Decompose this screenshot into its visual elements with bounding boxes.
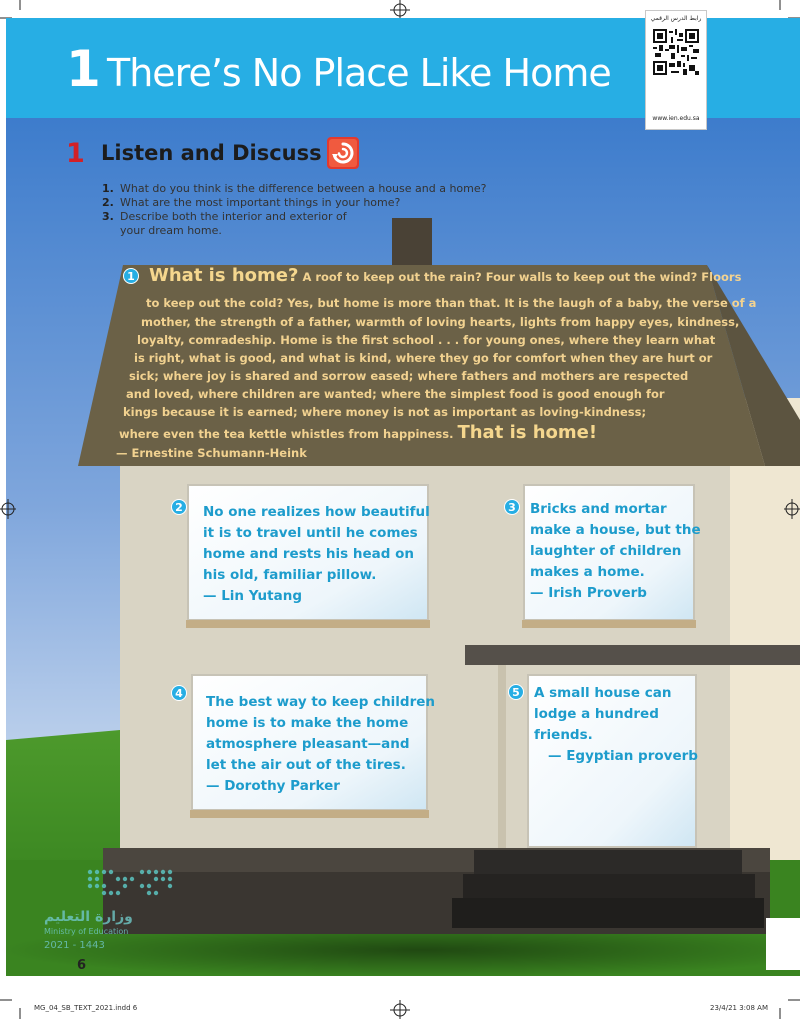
window-quote-4 (206, 692, 435, 797)
roof-quote-first-line (149, 267, 741, 286)
section-title: Listen and Discuss (101, 141, 322, 165)
roof-quote-line: kings because it is earned; where money is not as important as loving-kindness; (123, 405, 647, 419)
quote-author: — Dorothy Parker (206, 778, 340, 794)
page-number: 6 (77, 958, 87, 973)
roof-quote-line: and loved, where children are wanted; where the simplest food is good enough for (126, 387, 665, 401)
qr-code-icon (653, 29, 699, 75)
question-number: 1. (102, 182, 114, 195)
question-2 (102, 196, 486, 210)
roof-quote-line: sick; where joy is shared and sorrow eased; where fathers and mothers are respected (129, 369, 689, 383)
window-quote-2 (203, 502, 430, 607)
quote-author: — Egyptian proverb (548, 748, 698, 764)
window-quote-3 (530, 499, 701, 604)
ministry-english: Ministry of Education (44, 927, 129, 936)
qr-caption-url: www.ien.edu.sa (652, 115, 700, 122)
question-3 (102, 210, 486, 238)
roof-quote-closing: That is home! (457, 422, 598, 443)
quote-line: home is to make the home (206, 715, 409, 731)
porch-steps (452, 850, 764, 928)
quote-line: The best way to keep children (206, 694, 436, 710)
quote-badge-2: 2 (171, 499, 187, 515)
question-1 (102, 182, 486, 196)
question-line: What do you think is the difference between a house and a home? (120, 182, 487, 195)
quote-line: Bricks and mortar (530, 501, 667, 517)
quote-line: makes a home. (530, 564, 645, 580)
footer-date: 23/4/21 3:08 AM (710, 1004, 768, 1012)
quote-badge-4: 4 (171, 685, 187, 701)
quote-badge-5: 5 (508, 684, 524, 700)
ministry-years: 2021 - 1443 (44, 940, 105, 951)
window-quote-5 (534, 683, 698, 767)
quote-line: No one realizes how beautiful (203, 504, 430, 520)
discussion-questions (102, 182, 486, 238)
qr-code-panel[interactable] (645, 10, 707, 130)
porch-roof (465, 645, 800, 665)
side-wall (720, 398, 800, 860)
question-line: your dream home. (120, 224, 222, 237)
section-number: 1 (66, 138, 85, 169)
quote-line: his old, familiar pillow. (203, 567, 377, 583)
question-line: What are the most important things in your home? (120, 196, 401, 209)
roof-quote-line: to keep out the cold? Yes, but home is more than that. It is the laugh of a baby, the verse of a (146, 296, 757, 310)
quote-line: laughter of children (530, 543, 682, 559)
qr-caption-top: رابط الدرس الرقمي (650, 15, 702, 22)
quote-line: lodge a hundred (534, 706, 659, 722)
question-line: Describe both the interior and exterior of (120, 210, 347, 223)
roof-quote-author: — Ernestine Schumann-Heink (116, 446, 307, 460)
footer-filename: MG_04_SB_TEXT_2021.indd 6 (34, 1004, 138, 1012)
quote-line: it is to travel until he comes (203, 525, 418, 541)
roof-quote-line: mother, the strength of a father, warmth of loving hearts, lights from happy eyes, kindness, (141, 315, 740, 329)
question-number: 3. (102, 210, 114, 223)
roof-quote-line: loyalty, comradeship. Home is the first school . . . for young ones, where they learn what (137, 333, 716, 347)
quote-line: make a house, but the (530, 522, 701, 538)
quote-author: — Lin Yutang (203, 588, 302, 604)
roof-quote-line: is right, what is good, and what is kind, where they go for comfort when they are hurt or (134, 351, 713, 365)
ministry-arabic: وزارة التعليم (44, 909, 133, 925)
question-number: 2. (102, 196, 114, 209)
quote-line: friends. (534, 727, 593, 743)
quote-author: — Irish Proverb (530, 585, 647, 601)
quote-line: let the air out of the tires. (206, 757, 406, 773)
quote-badge-3: 3 (504, 499, 520, 515)
unit-number: 1 (66, 40, 101, 98)
quote-line: A small house can (534, 685, 672, 701)
quote-badge-1: 1 (123, 268, 139, 284)
roof-quote-text: where even the tea kettle whistles from happiness. (119, 427, 454, 441)
quote-line: atmosphere pleasant—and (206, 736, 410, 752)
unit-title: There’s No Place Like Home (107, 51, 611, 95)
roof-quote-heading: What is home? (149, 265, 299, 286)
roof-quote-last-line (119, 424, 597, 443)
roof-quote-text: A roof to keep out the rain? Four walls to keep out the wind? Floors (302, 270, 742, 284)
quote-line: home and rests his head on (203, 546, 415, 562)
audio-play-icon[interactable] (327, 137, 359, 169)
